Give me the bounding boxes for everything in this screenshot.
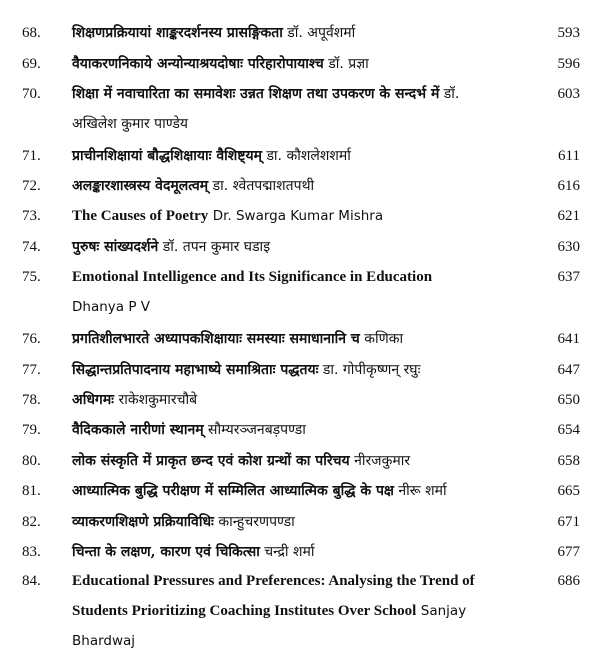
entry-author: डा. कौशलेशशर्मा: [266, 148, 351, 164]
entry-author-title: डॉ.: [443, 86, 460, 102]
entry-title: वैयाकरणनिकाये अन्योन्याश्रयदोषाः परिहारोपायाश्च: [72, 56, 324, 72]
entry-title: प्रगतिशीलभारते अध्यापकशिक्षायाः समस्याः समाधानानि च: [72, 331, 360, 347]
entry-title: लोक संस्कृति में प्राकृत छन्द एवं कोश ग्रन्थों का परिचय: [72, 453, 350, 469]
entry-author: डा. श्वेतपद्माशतपथी: [212, 178, 315, 194]
entry-text: [72, 476, 534, 506]
entry-author: नीरजकुमार: [354, 453, 411, 469]
entry-number: 71.: [22, 148, 41, 164]
entry-text: [72, 507, 534, 537]
entry-page: 665: [557, 483, 580, 499]
entry-text: [72, 232, 534, 262]
entry-author: अखिलेश कुमार पाण्डेय: [72, 116, 188, 132]
entry-title: चिन्ता के लक्षण, कारण एवं चिकित्सा: [72, 544, 260, 560]
entry-author-cont: Bhardwaj: [72, 633, 136, 649]
entry-text: [72, 79, 534, 139]
entry-title: वैदिककाले नारीणां स्थानम्: [72, 422, 204, 438]
entry-author: कणिका: [364, 331, 404, 347]
entry-number: 68.: [22, 25, 41, 41]
entry-number: 79.: [22, 422, 41, 438]
entry-page: 647: [557, 362, 580, 378]
entry-title: The Causes of Poetry: [72, 208, 209, 224]
entry-text: [72, 324, 534, 354]
entry-author: नीरू शर्मा: [398, 483, 447, 499]
entry-author: Dr. Swarga Kumar Mishra: [212, 208, 384, 224]
entry-text: [72, 262, 534, 322]
entry-page: 654: [557, 422, 580, 438]
entry-title: अलङ्कारशास्त्रस्य वेदमूलत्वम्: [72, 178, 209, 194]
entry-number: 77.: [22, 362, 41, 378]
entry-title: प्राचीनशिक्षायां बौद्धशिक्षायाः वैशिष्ट्यम्: [72, 148, 262, 164]
entry-number: 75.: [22, 269, 41, 285]
entry-author: कान्हुचरणपण्डा: [218, 514, 295, 530]
entry-page: 596: [557, 56, 580, 72]
entry-title: शिक्षा में नवाचारिता का समावेशः उन्नत शिक्षण तथा उपकरण के सन्दर्भ में: [72, 86, 440, 102]
entry-author: चन्द्री शर्मा: [264, 544, 315, 560]
entry-title: अधिगमः: [72, 392, 115, 408]
entry-author: डॉ. तपन कुमार घडाइ: [162, 239, 271, 255]
entry-text: [72, 566, 534, 656]
entry-title: पुरुषः सांख्यदर्शने: [72, 239, 159, 255]
entry-author: सौम्यरञ्जनबड़पण्डा: [208, 422, 306, 438]
entry-page: 686: [557, 573, 580, 589]
entry-number: 74.: [22, 239, 41, 255]
entry-text: [72, 537, 534, 567]
entry-title-line-2: Students Prioritizing Coaching Institutes Over School: [72, 603, 417, 619]
entry-title: सिद्धान्तप्रतिपादनाय महाभाष्ये समाश्रिताः पद्धतयः: [72, 362, 319, 378]
entry-title-line-1: Educational Pressures and Preferences: Analysing the Trend of: [72, 573, 475, 589]
entry-text: [72, 171, 534, 201]
entry-number: 72.: [22, 178, 41, 194]
entry-text: [72, 385, 534, 415]
entry-author: राकेशकुमारचौबे: [118, 392, 198, 408]
entry-page: 616: [557, 178, 580, 194]
entry-number: 78.: [22, 392, 41, 408]
entry-text: [72, 415, 534, 445]
entry-number: 69.: [22, 56, 41, 72]
entry-title: आध्यात्मिक बुद्धि परीक्षण में सम्मिलित आध्यात्मिक बुद्धि के पक्ष: [72, 483, 394, 499]
entry-number: 82.: [22, 514, 41, 530]
entry-number: 80.: [22, 453, 41, 469]
entry-page: 630: [557, 239, 580, 255]
entry-title: व्याकरणशिक्षणे प्रक्रियाविधिः: [72, 514, 214, 530]
entry-text: [72, 355, 534, 385]
entry-author: डॉ. प्रज्ञा: [328, 56, 369, 72]
entry-text: [72, 201, 534, 231]
entry-title: Emotional Intelligence and Its Significance in Education: [72, 269, 433, 285]
entry-text: [72, 18, 534, 48]
entry-page: 677: [557, 544, 580, 560]
entry-page: 603: [557, 86, 580, 102]
entry-number: 84.: [22, 573, 41, 589]
entry-author: Sanjay: [420, 603, 467, 619]
entry-page: 671: [557, 514, 580, 530]
entry-number: 70.: [22, 86, 41, 102]
entry-number: 73.: [22, 208, 41, 224]
entry-number: 81.: [22, 483, 41, 499]
entry-author: डॉ. अपूर्वशर्मा: [287, 25, 356, 41]
entry-page: 658: [557, 453, 580, 469]
entry-page: 637: [557, 269, 580, 285]
entry-author: Dhanya P V: [72, 299, 151, 315]
entry-text: [72, 49, 534, 79]
entry-number: 76.: [22, 331, 41, 347]
entry-page: 593: [557, 25, 580, 41]
entry-text: [72, 446, 534, 476]
entry-title: शिक्षणप्रक्रियायां शाङ्करदर्शनस्य प्रासङ्गिकता: [72, 25, 283, 41]
entry-page: 650: [557, 392, 580, 408]
entry-page: 621: [557, 208, 580, 224]
entry-page: 641: [557, 331, 580, 347]
entry-text: [72, 141, 534, 171]
entry-number: 83.: [22, 544, 41, 560]
entry-author: डा. गोपीकृष्णन् रघुः: [322, 362, 421, 378]
entry-page: 611: [558, 148, 580, 164]
